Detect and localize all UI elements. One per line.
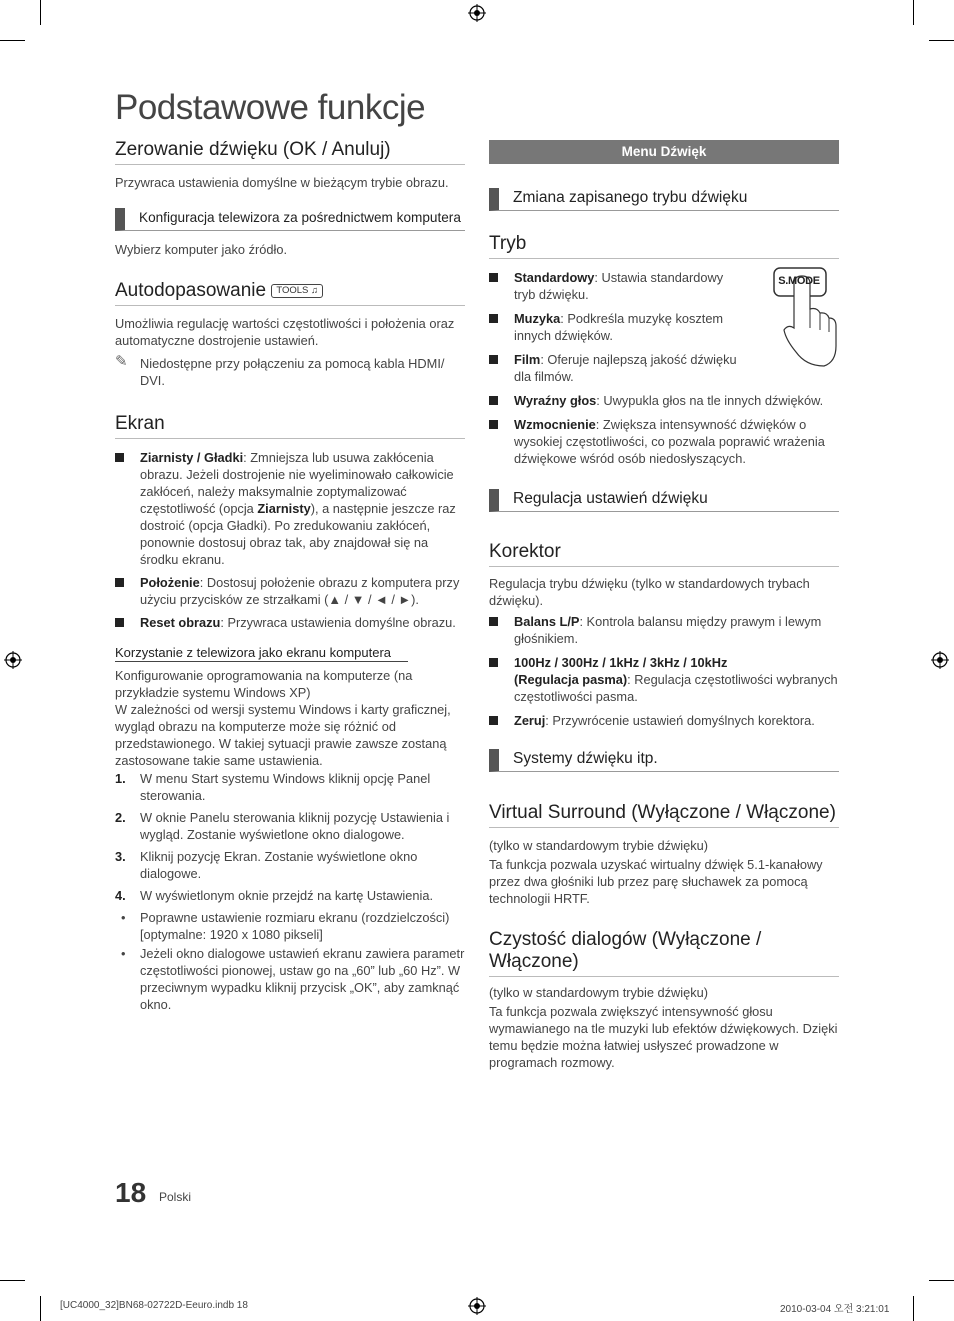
crop-mark — [913, 1296, 914, 1321]
item-term: Balans L/P — [514, 614, 580, 629]
page-number: 18 — [115, 1177, 147, 1208]
bullet-square-icon — [489, 716, 498, 725]
list-item — [115, 848, 465, 882]
virtual-surround-heading: Virtual Surround (Wyłączone / Włączone) — [489, 802, 839, 828]
adjust-heading: Regulacja ustawień dźwięku — [489, 489, 839, 512]
list-item — [115, 945, 465, 1013]
bullet-square-icon — [489, 396, 498, 405]
right-column — [489, 140, 839, 1071]
list-item — [115, 909, 465, 943]
crop-mark — [40, 0, 41, 25]
step-number: 3. — [115, 849, 126, 864]
list-item — [115, 887, 465, 904]
auto-text: Umożliwia regulację wartości częstotliwości i położenia oraz automatyczne dostrojenie ustawień. — [115, 316, 455, 348]
item-term: Ziarnisty / Gładki — [140, 450, 244, 465]
page-title: Podstawowe funkcje — [115, 88, 426, 127]
registration-mark-icon — [468, 1297, 486, 1315]
item-desc: : Zwiększa intensywność dźwięków o wysokiej częstotliwości, co pozwala poprawić wrażenia dźwiękowe wśród osób niedosłyszących. — [514, 417, 825, 466]
dialog-note: (tylko w standardowym trybie dźwięku) — [489, 985, 709, 1000]
crop-mark — [929, 40, 954, 41]
tools-badge — [271, 284, 323, 298]
list-item — [489, 392, 839, 409]
step-number: 4. — [115, 888, 126, 903]
step-number: 2. — [115, 810, 126, 825]
list-item — [489, 310, 739, 344]
dialog-text: Ta funkcja pozwala zwiększyć intensywność głosu wymawianego na tle muzyki lub efektów dźwiękowych. Dzięki temu będzie można łatwiej usłyszeć prowadzone w programach rozmowy. — [489, 1004, 838, 1070]
eq-list — [489, 613, 839, 729]
smode-label: S.MODE — [778, 275, 820, 287]
item-desc: : Regulacja częstotliwości wybranych częstotliwości pasma. — [514, 672, 838, 704]
tools-icon: ♫ — [308, 285, 319, 296]
item-term: Reset obrazu — [140, 615, 221, 630]
bullet-square-icon — [115, 453, 124, 462]
item-desc: : Oferuje najlepszą jakość dźwięku dla filmów. — [514, 352, 737, 384]
pc-use-heading: Korzystanie z telewizora jako ekranu komputera — [115, 645, 408, 662]
dot-text: Poprawne ustawienie rozmiaru ekranu (rozdzielczości) [optymalne: 1920 x 1080 pikseli] — [140, 910, 450, 942]
list-item — [489, 613, 839, 647]
list-item — [489, 269, 739, 303]
item-term: Wyraźny głos — [514, 393, 597, 408]
item-desc: : Podkreśla muzykę kosztem innych dźwięków. — [514, 311, 724, 343]
eq-heading: Korektor — [489, 541, 839, 567]
bullet-square-icon — [489, 273, 498, 282]
mode-heading: Tryb — [489, 233, 839, 259]
dot-text: Jeżeli okno dialogowe ustawień ekranu zawiera parametr częstotliwości pionowej, ustaw go na „60” lub „60 Hz”. W przeciwnym wypadku kliknij przycisk „OK”, aby zamknąć okno. — [140, 946, 465, 1012]
crop-mark — [0, 1280, 25, 1281]
left-column — [115, 139, 465, 1013]
footer-file-info: [UC4000_32]BN68-02722D-Eeuro.indb 18 — [60, 1300, 248, 1311]
pc-config-heading: Konfiguracja telewizora za pośrednictwem komputera — [115, 208, 465, 231]
item-term: Standardowy — [514, 270, 595, 285]
step-text: W oknie Panelu sterowania kliknij pozycję Ustawienia i wygląd. Zostanie wyświetlone okno dialogowe. — [140, 810, 450, 842]
note-pencil-icon: ✎ — [115, 353, 128, 370]
crop-mark — [0, 40, 25, 41]
step-text: Kliknij pozycję Ekran. Zostanie wyświetlone okno dialogowe. — [140, 849, 418, 881]
auto-note-text: Niedostępne przy połączeniu za pomocą kabla HDMI/ DVI. — [140, 356, 445, 388]
tools-label: TOOLS — [276, 285, 309, 296]
auto-heading-label: Autodopasowanie — [115, 280, 267, 301]
crop-mark — [913, 0, 914, 25]
item-desc: : Kontrola balansu między prawym i lewym głośnikiem. — [514, 614, 822, 646]
sound-menu-banner: Menu Dźwięk — [489, 140, 839, 164]
screen-heading: Ekran — [115, 413, 465, 439]
bullet-square-icon — [489, 420, 498, 429]
mode-list — [489, 269, 839, 467]
step-text: W menu Start systemu Windows kliknij opcję Panel sterowania. — [140, 771, 431, 803]
list-item — [115, 574, 465, 608]
list-item — [489, 351, 739, 385]
screen-list — [115, 449, 465, 631]
list-item — [489, 712, 839, 729]
list-item — [115, 449, 465, 568]
bullet-square-icon — [115, 618, 124, 627]
pc-config-text: Wybierz komputer jako źródło. — [115, 242, 287, 257]
virtual-surround-text: Ta funkcja pozwala uzyskać wirtualny dźwięk 5.1-kanałowy przez dwa głośniki lub przez parę słuchawek za pomocą technologii HRTF. — [489, 857, 823, 906]
registration-mark-icon — [4, 651, 22, 669]
steps-list — [115, 770, 465, 1013]
item-term: Położenie — [140, 575, 200, 590]
item-term: (Regulacja pasma) — [514, 672, 628, 687]
step-text: W wyświetlonym oknie przejdź na kartę Ustawienia. — [140, 888, 434, 903]
item-desc: : Przywraca ustawienia domyślne obrazu. — [220, 615, 456, 630]
page-language: Polski — [159, 1190, 192, 1204]
list-item — [115, 809, 465, 843]
crop-mark — [40, 1296, 41, 1321]
list-item — [115, 770, 465, 804]
item-desc: : Ustawia standardowy tryb dźwięku. — [514, 270, 724, 302]
pc-use-p2: W zależności od wersji systemu Windows i karty graficznej, wygląd obrazu na komputerze może się różnić od przedstawionego. W takiej sytuacji prawie zawsze zostaną zastosowane takie same ustawienia. — [115, 702, 451, 768]
pc-use-p1: Konfigurowanie oprogramowania na komputerze (na przykładzie systemu Windows XP) — [115, 668, 413, 700]
change-mode-heading: Zmiana zapisanego trybu dźwięku — [489, 188, 839, 211]
list-item — [115, 614, 465, 631]
item-desc: ), a następnie jeszcze raz dostroić (opcja Gładki). Po zredukowaniu zakłóceń, ponownie dostosuj obraz tak, aby znajdował się na środku ekranu. — [140, 501, 456, 567]
bullet-square-icon — [489, 355, 498, 364]
reset-text: Przywraca ustawienia domyślne w bieżącym trybie obrazu. — [115, 175, 449, 190]
list-item — [489, 654, 839, 705]
item-term: 100Hz / 300Hz / 1kHz / 3kHz / 10kHz — [514, 655, 728, 670]
dialog-heading: Czystość dialogów (Wyłączone / Włączone) — [489, 929, 839, 977]
virtual-surround-note: (tylko w standardowym trybie dźwięku) — [489, 838, 709, 853]
bullet-square-icon — [115, 578, 124, 587]
item-desc: : Dostosuj położenie obrazu z komputera przy użyciu przycisków ze strzałkami (▲ / ▼ / ◄ / ►). — [140, 575, 460, 607]
bullet-dot-icon: • — [121, 946, 126, 961]
item-desc: : Uwypukla głos na tle innych dźwięków. — [596, 393, 824, 408]
item-term: Film — [514, 352, 541, 367]
item-term: Wzmocnienie — [514, 417, 596, 432]
eq-text: Regulacja trybu dźwięku (tylko w standardowych trybach dźwięku). — [489, 576, 810, 608]
bullet-dot-icon: • — [121, 910, 126, 925]
bullet-square-icon — [489, 314, 498, 323]
reset-heading: Zerowanie dźwięku (OK / Anuluj) — [115, 139, 465, 165]
registration-mark-icon — [931, 651, 949, 669]
item-term: Ziarnisty — [257, 501, 311, 516]
bullet-square-icon — [489, 658, 498, 667]
item-term: Muzyka — [514, 311, 561, 326]
crop-mark — [929, 1280, 954, 1281]
registration-mark-icon — [468, 4, 486, 22]
item-desc: : Przywrócenie ustawień domyślnych korektora. — [545, 713, 815, 728]
footer-timestamp: 2010-03-04 오전 3:21:01 — [780, 1304, 890, 1315]
item-desc: : Zmniejsza lub usuwa zakłócenia obrazu. Jeżeli dostrojenie nie wyeliminowało całkowicie zakłóceń, należy maksymalnie zoptymalizować częstotliwość (opcja — [140, 450, 454, 516]
item-term: Zeruj — [514, 713, 546, 728]
systems-heading: Systemy dźwięku itp. — [489, 749, 839, 772]
auto-heading — [115, 280, 465, 306]
step-number: 1. — [115, 771, 126, 786]
list-item — [489, 416, 839, 467]
auto-note — [115, 355, 465, 389]
bullet-square-icon — [489, 617, 498, 626]
